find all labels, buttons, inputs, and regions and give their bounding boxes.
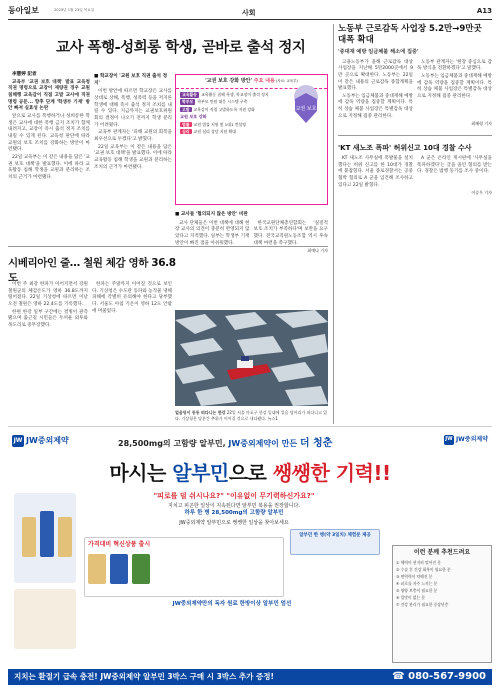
main-story-col2 bbox=[94, 72, 172, 172]
price-section: 가격대비 혁신상품 출시 bbox=[84, 537, 284, 597]
phone-number[interactable]: ☎ 080-567-9900 bbox=[392, 670, 486, 682]
masthead bbox=[8, 6, 492, 20]
recommend-box bbox=[392, 545, 492, 663]
ad-center-copy: "피로를 덜 쉬시나요?" "이유없이 무기력하신가요?" 지치고 피곤한 일상이 지속된다면 알부민 복용을 권장합니다. 하루 한 병 28,500mg의 고함량 알부민 JW중외제약 알부민으로 쌩쌩한 일상을 찾아보세요 bbox=[153, 492, 315, 527]
infobox-row: 학부모 학부모 민원 대응 시스템 구축 bbox=[182, 99, 248, 105]
brand-line: JW중외제약만의 독자 원료 한방이상 알부민 엄선 bbox=[172, 601, 292, 607]
ice-river-photo bbox=[175, 310, 328, 406]
article-paragraph: 노동부는 임금체불과 중대재해 예방에 감독 역량을 집중할 계획이다. 특히 상습 체불 사업장은 특별감독 대상으로 지정해 집중 관리한다. bbox=[417, 73, 492, 99]
right-headline-1: 노동부 근로감독 사업장 5.2만→9만곳 대폭 확대 bbox=[338, 24, 482, 45]
promo-box: 알부민 한 병(약 3일치) 체험분 제공 bbox=[290, 529, 380, 555]
infobox-row: 교육활동 교육활동 침해 학생, 학교장이 출석 정지 bbox=[182, 92, 269, 98]
recommend-item: ① 체력이 현저히 떨어진 분 bbox=[396, 559, 441, 565]
ad-top-copy: 28,500mg의 고함량 알부민, JW중외제약이 만든 더 청춘 bbox=[118, 438, 333, 449]
article-paragraph: 22일 교육부는 이 같은 내용을 담은 '교권 보호 대책'을 발표했다. 이에 따라 교육활동 침해 학생을 교원과 분리하는 조치의 근거가 마련됐다. bbox=[8, 154, 90, 180]
subheading: ■ 교사들 '협의되지 않은 방안' 비판 bbox=[175, 212, 248, 217]
jw-logo: JW JW중외제약 bbox=[13, 436, 69, 446]
article-paragraph: 한파는 주말까지 이어질 것으로 보인다. 기상청은 수도관 동파와 농작물 냉해 피해에 각별히 유의해야 한다고 당부했다. 서울도 아침 기온이 영하 12도 안팎에 머물렀다. bbox=[92, 282, 172, 314]
right-headline-2: 'KT 새노조 폭파' 허위신고 10대 경찰 수사 bbox=[338, 144, 472, 153]
recommend-item: ④ 피로를 자주 느끼는 분 bbox=[396, 580, 438, 586]
recommend-title: 이런 분께 추천드려요 bbox=[413, 549, 471, 556]
infobox-subhead: 교원 보호 강화 bbox=[180, 114, 207, 120]
article-paragraph: 22일 교육부는 이 같은 내용을 담은 '교권 보호 대책'을 발표했다. 이에 따라 교육활동 침해 학생을 교원과 분리하는 조치의 근거가 마련됐다. bbox=[94, 144, 172, 170]
column-divider bbox=[333, 24, 334, 424]
article-paragraph: 이번 주 최강 한파가 이어지면서 강원 철원군의 체감온도가 영하 36.8도까지 떨어졌다. 22일 기상청에 따르면 이날 오전 철원은 영하 22.4도를 기록했다. bbox=[8, 282, 88, 307]
byline: 李慧婷 記者 bbox=[12, 72, 37, 77]
right-column bbox=[338, 24, 492, 196]
product-lineup bbox=[14, 589, 76, 649]
signature: 최혜령 기자 bbox=[471, 121, 492, 127]
product-box-image bbox=[14, 493, 76, 583]
article-paragraph: 이번 방안에 따르면 학교장은 교사를 상대로 상해, 폭행, 성폭력 등을 저지른 학생에 대해 즉시 출석 정지 조치를 내릴 수 있다. 지금까지는 교권보호위원회의 결정이 나오기 전까지 학생 분리가 어려웠다. bbox=[94, 89, 172, 128]
infobox-row: 법률 교원 법률 지원 및 1대1 컨설팅 bbox=[182, 121, 247, 127]
section-label: 사회 bbox=[242, 9, 256, 17]
subheading: ■ 학교장이 '교원 보호 직권 출석 정지' bbox=[94, 74, 168, 86]
article-paragraph: 한편 한강 일부 구간에는 결빙이 관측됐으며 출근길 시민들은 두꺼운 외투와 목도리로 중무장했다. bbox=[8, 309, 88, 328]
signature: 이승우 기자 bbox=[471, 190, 492, 196]
recommend-item: ③ 면역력이 약해진 분 bbox=[396, 573, 433, 579]
signature: 최예나 기자 bbox=[307, 248, 328, 254]
info-graphic bbox=[175, 74, 328, 205]
jw-advertisement bbox=[8, 426, 492, 685]
ad-footer bbox=[8, 669, 492, 685]
jw-logo-right: JW JW중외제약 bbox=[444, 435, 488, 445]
article-paragraph: 앞으로 교사를 폭행하거나 성희롱한 학생은 교사에 대한 폭행 금지 조치가 함께 내려지고, 교장이 즉시 출석 정지 조치를 내릴 수 있게 된다. 교육청 판단에 따라 교원의 보호 조치를 강화하는 방안이 마련됐다. bbox=[8, 113, 90, 153]
ad-top-line bbox=[8, 429, 492, 457]
jw-logo-icon: JW bbox=[12, 435, 24, 447]
article-paragraph: 교육부 '교권 보호 대책' 발표 교육청 직권 명령으로 교장이 재량권 경우 교원침해행 교육감이 직접 고발 교사에 직권 명령 공문... 향후 단계 '학생부 기재' 방안 빠져 실효성 논란 bbox=[8, 79, 90, 112]
recommend-item: ② 수술 후 건강 회복이 필요한 분 bbox=[396, 566, 451, 572]
section-divider bbox=[338, 135, 492, 136]
article-paragraph: 고용노동부가 올해 근로감독 대상 사업장을 지난해 5만2000곳에서 9만 곳으로 확대한다. 노동부는 22일 이 같은 내용의 근로감독 종합계획을 발표했다. bbox=[338, 59, 413, 92]
infobox-row: 심리 교원 심리 상담 지원 확대 bbox=[182, 128, 237, 134]
right-subhead-1: '중대재 예방 임금체불 해소에 집중' bbox=[338, 49, 419, 55]
newspaper-logo: 동아일보 bbox=[8, 5, 39, 15]
recommend-item: ⑤ 영양 보충이 필요한 분 bbox=[396, 587, 438, 593]
ad-headline: 마시는 알부민으로 쌩쌩한 기력!! bbox=[109, 461, 391, 485]
mid-column-text bbox=[175, 210, 328, 254]
ad-body bbox=[8, 489, 492, 664]
recommend-item: ⑥ 입맛이 없는 분 bbox=[396, 594, 426, 600]
article-paragraph: 노동부는 임금체불과 중대재해 예방에 감독 역량을 집중할 계획이다. 특히 상습 체불 사업장은 특별감독 대상으로 지정해 집중 관리한다. bbox=[338, 93, 413, 119]
article-paragraph: 교육부 관계자는 '피해 교원의 회복을 최우선으로 두겠다'고 밝혔다. bbox=[94, 130, 172, 142]
main-headline: 교사 폭행-성희롱 학생, 곧바로 출석 정지 bbox=[56, 40, 306, 56]
shield-icon bbox=[289, 83, 323, 125]
second-story-col2 bbox=[92, 282, 172, 316]
page-number: A13 bbox=[476, 7, 492, 15]
date-line: 2025년 1월 23일 목요일 bbox=[54, 8, 95, 12]
infobox-title: '교권 보호 강화 방안' 주요 내용 (자료: 교육부) bbox=[176, 75, 327, 89]
article-paragraph: A 군은 온라인 게시판에 '사무실을 폭파하겠다'는 글을 올린 혐의를 받는다. 경찰은 범행 동기를 조사 중이다. bbox=[417, 156, 492, 175]
section-divider bbox=[8, 246, 328, 247]
article-paragraph: KT 새노조 사무실에 폭발물을 설치했다는 허위 신고를 한 10대가 경찰에 붙잡혔다. 서울 종로경찰서는 공중협박 혐의로 A 군을 입건해 조사하고 있다고 22일 밝혔다. bbox=[338, 156, 413, 188]
shield-label: 교권 보호 bbox=[295, 106, 317, 112]
main-story-col1 bbox=[8, 72, 90, 183]
second-headline: 시베리아인 줄… 철원 체감 영하 36.8도 bbox=[8, 257, 176, 285]
infobox-row: 고발 교육감이 직접 고발하도록 지원 강화 bbox=[182, 106, 255, 112]
footer-promo: 지치는 환절기 급속 충전! JW중외제약 알부민 3박스 구매 시 3박스 추가 증정! bbox=[14, 671, 274, 681]
article-paragraph: 노동부 관계자는 '현장 중심으로 감독 방식을 전환하겠다'고 말했다. bbox=[417, 59, 492, 72]
article-paragraph: 한국교원단체총연합회는 '실질적 보호 조치가 부족하다'며 보완을 요구했다. 전국교직원노동조합 역시 후속 대책 마련을 촉구했다. bbox=[253, 220, 328, 246]
second-story-col1 bbox=[8, 282, 88, 331]
article-paragraph: 교사 단체들은 이번 대책에 대해 현장 교사의 의견이 충분히 반영되지 않았다고 지적했다. 일부는 학생부 기재 방안이 빠진 점을 아쉬워했다. bbox=[175, 220, 250, 246]
recommend-item: ⑦ 건강 관리가 필요한 중장년층 bbox=[396, 601, 449, 607]
photo-caption: 얼음덩이 둥둥 떠다니는 한강 22일 서울 마포구 한강 일대에 얼음 덩어리가 떠다니고 있다. 기상청은 당분간 추위가 이어질 것으로 내다봤다. 뉴스1 bbox=[175, 410, 328, 421]
